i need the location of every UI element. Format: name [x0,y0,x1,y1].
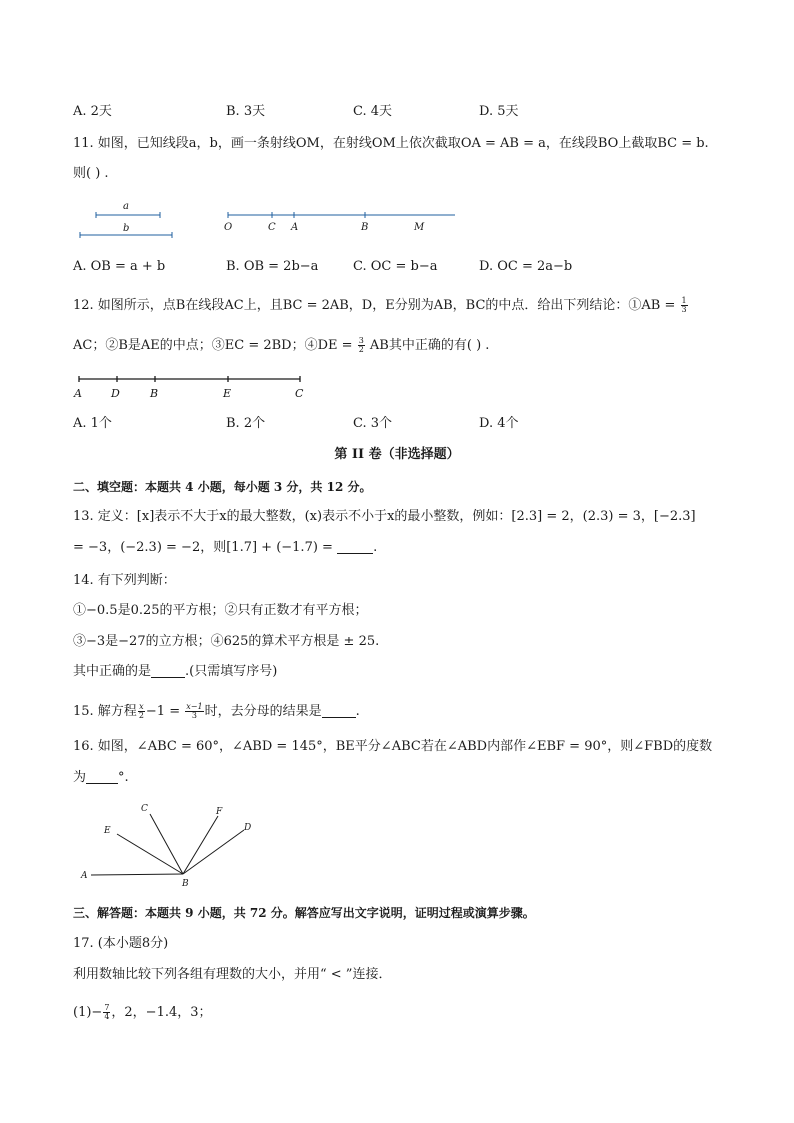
label-M: M [414,222,425,233]
q10-option-a: A. 2天 [73,104,112,119]
ray-BD [183,830,244,874]
answer-blank[interactable] [86,769,118,784]
section-2-title: 第 II 卷（非选择题） [334,447,460,462]
q13-stem-line2: = −3，(−2.3) = −2，则[1.7] + (−1.7) = . [73,540,378,555]
part-2-heading: 二、填空题：本题共 4 小题，每小题 3 分，共 12 分。 [73,480,372,494]
label-B: B [150,387,159,400]
q10-option-b: B. 3天 [226,104,266,119]
q11-option-b: B. OB = 2b−a [226,259,319,274]
q10-option-d: D. 5天 [479,104,519,119]
label-A: A [291,222,299,233]
label-B: B [361,222,369,233]
q12-stem-line1: 12. 如图所示，点B在线段AC上，且BC = 2AB，D，E分别为AB，BC的中点．给出下列结论：①AB = $\frac{1}{3}$ [73,296,687,314]
q12-option-b: B. 2个 [226,416,266,431]
q16-stem-line2: 为 °. [73,770,129,785]
q10-option-c: C. 4天 [353,104,393,119]
label-A: A [74,387,82,400]
label-C: C [268,222,276,233]
q12-fraction-3-2: $\frac{3}{2}$ [358,336,364,354]
q17-fraction-7-4: $\frac{7}{4}$ [104,1003,110,1021]
q14-stem-line3: ③−3是−27的立方根；④625的算术平方根是 ± 25. [73,634,380,649]
q17-stem-line2: 利用数轴比较下列各组有理数的大小，并用“ < ”连接． [73,967,392,982]
label-B: B [182,879,189,889]
q13-stem-line1: 13. 定义：[x]表示不大于x的最大整数，(x)表示不小于x的最小整数，例如：[2.3] = 2，(2.3) = 3，[−2.3] [73,509,696,524]
q15-fraction-x1-3: $\frac{x-1}{3}$ [186,702,203,720]
answer-blank[interactable] [151,663,185,678]
q11-option-c: C. OC = b−a [353,259,438,274]
q12-option-c: C. 3个 [353,416,393,431]
q11-stem-line1: 11. 如图，已知线段a，b，画一条射线OM，在射线OM上依次截取OA = AB = a，在线段BO上截取BC = b. [73,136,709,151]
q15-stem: 15. 解方程 $\frac{x}{2}$ −1 = $\frac{x-1}{3}$ 时，去分母的结果是 . [73,702,360,720]
label-A: A [81,871,88,881]
label-O: O [224,222,233,233]
ray-BF [183,816,218,874]
label-E: E [223,387,232,400]
q15-fraction-x-2: $\frac{x}{2}$ [138,702,144,720]
q16-figure [73,798,403,892]
q14-stem-line2: ①−0.5是0.25的平方根；②只有正数才有平方根； [73,603,368,618]
q11-figure [73,196,473,240]
label-b: b [123,223,130,234]
q17-subquestion-1: (1)− $\frac{7}{4}$ ，2，−1.4，3； [73,1003,212,1021]
q14-stem-line1: 14. 有下列判断： [73,573,176,588]
q16-stem-line1: 16. 如图，∠ABC = 60°，∠ABD = 145°，BE平分∠ABC若在∠ABD内部作∠EBF = 90°，则∠FBD的度数 [73,739,713,754]
q12-figure [70,372,315,402]
label-D: D [244,823,252,833]
q17-stem-line1: 17. (本小题8分) [73,936,169,951]
label-C: C [295,387,304,400]
ray-BE [117,834,183,874]
q12-fraction-1-3: $\frac{1}{3}$ [681,296,687,314]
answer-blank[interactable] [337,539,373,554]
label-F: F [216,807,223,817]
q11-option-d: D. OC = 2a−b [479,259,573,274]
ray-BA [91,874,183,875]
q12-option-d: D. 4个 [479,416,519,431]
label-a: a [123,201,129,212]
ray-BC [150,814,183,874]
q11-option-a: A. OB = a + b [73,259,166,274]
q14-stem-line4: 其中正确的是 .(只需填写序号) [73,664,278,679]
label-E: E [104,826,111,836]
q12-option-a: A. 1个 [73,416,112,431]
q12-stem-line2: AC；②B是AE的中点；③EC = 2BD；④DE = $\frac{3}{2}$ AB其中正确的有( ) . [73,336,490,354]
answer-blank[interactable] [322,703,356,718]
label-D: D [111,387,120,400]
part-3-heading: 三、解答题：本题共 9 小题，共 72 分。解答应写出文字说明，证明过程或演算步骤。 [73,906,535,920]
label-C: C [141,804,148,814]
q11-stem-line2: 则( ) . [73,166,109,181]
